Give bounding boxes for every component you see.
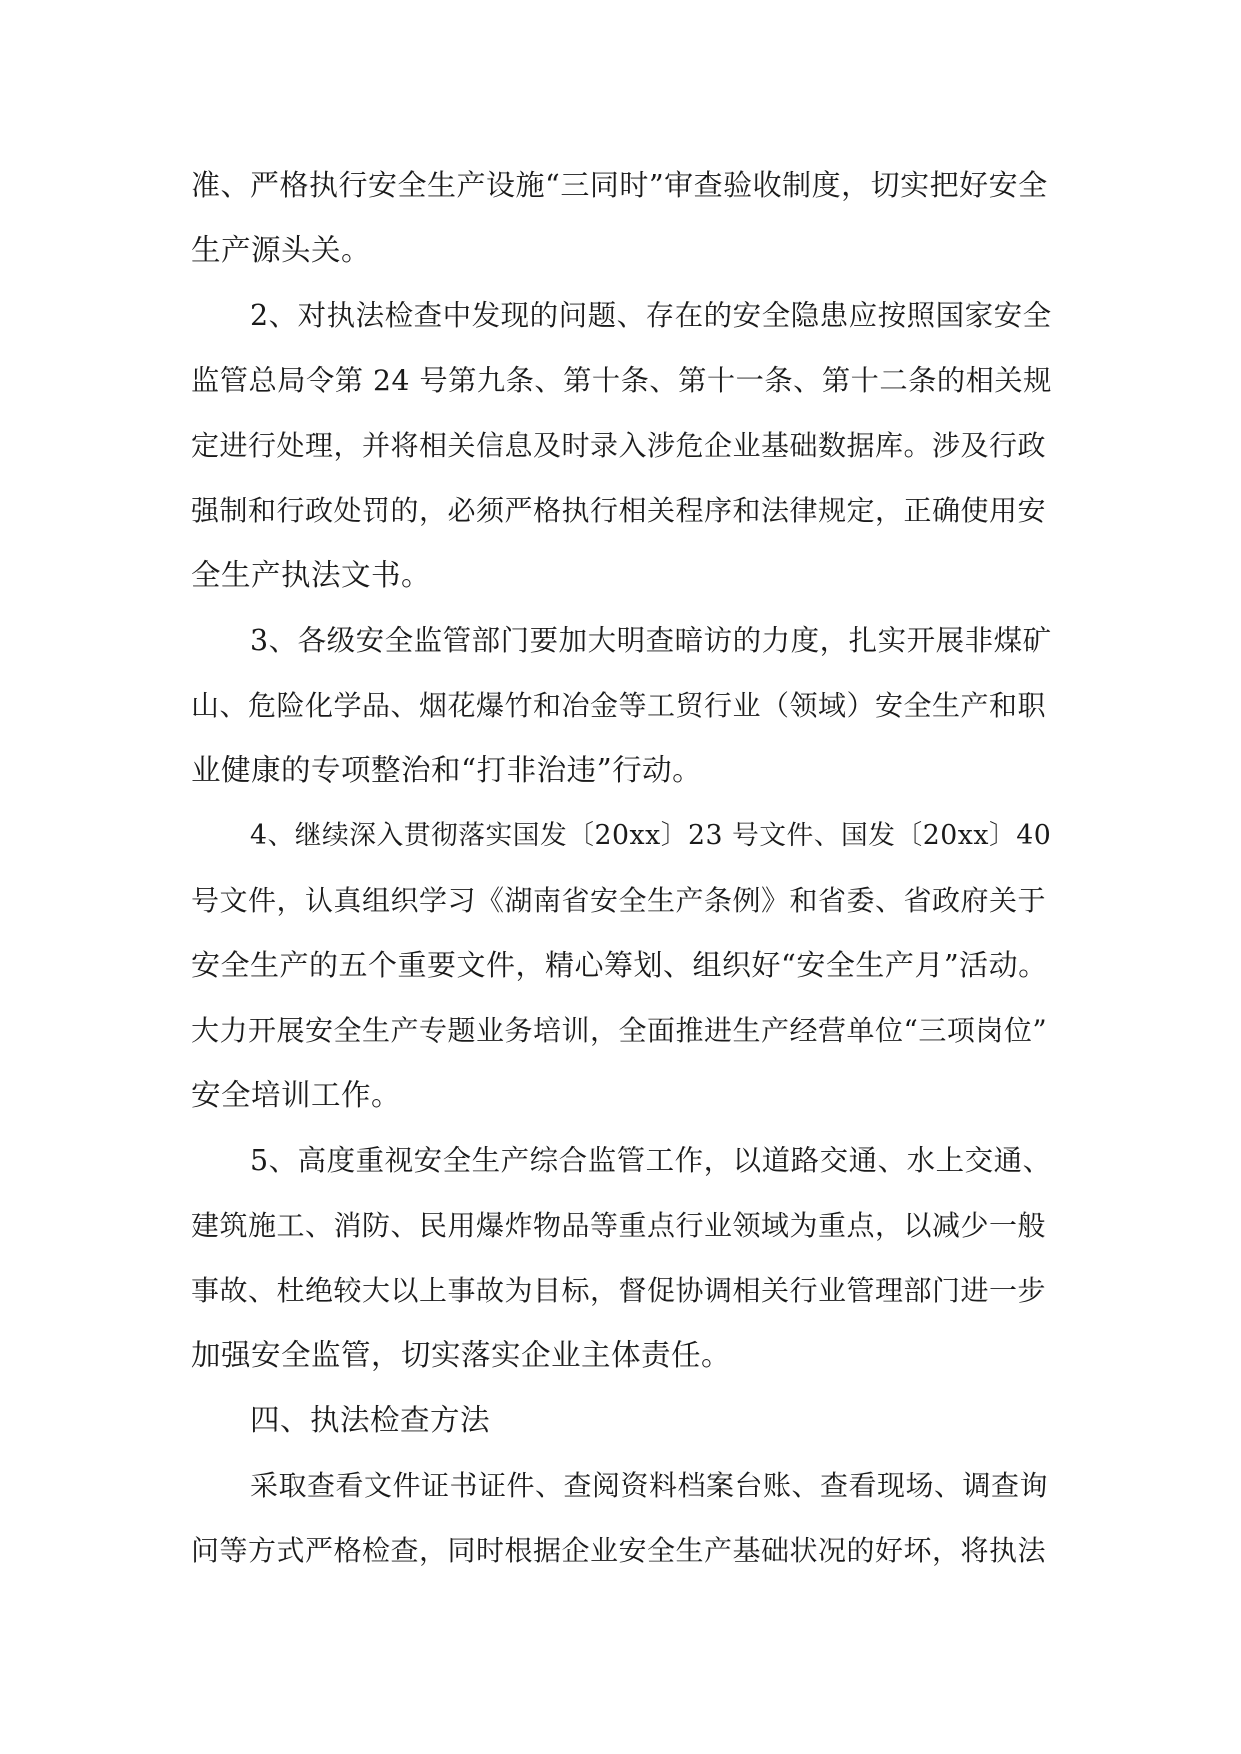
text-line: 4、继续深入贯彻落实国发〔20xx〕23 号文件、国发〔20xx〕40 — [250, 820, 1052, 851]
text-line: 建筑施工、消防、民用爆炸物品等重点行业领域为重点，以减少一般 — [191, 1209, 1047, 1242]
text-line: 2、对执法检查中发现的问题、存在的安全隐患应按照国家安全 — [250, 299, 1052, 332]
text-line: 业健康的专项整治和“打非治违”行动。 — [191, 753, 703, 787]
text-line: 安全培训工作。 — [191, 1078, 402, 1112]
text-line: 3、各级安全监管部门要加大明查暗访的力度，扎实开展非煤矿 — [250, 624, 1052, 657]
text-line: 加强安全监管，切实落实企业主体责任。 — [191, 1338, 732, 1372]
text-line: 5、高度重视安全生产综合监管工作，以道路交通、水上交通、 — [250, 1144, 1052, 1177]
text-line: 强制和行政处罚的，必须严格执行相关程序和法律规定，正确使用安 — [191, 494, 1047, 527]
document-body — [191, 153, 1053, 1583]
text-line: 监管总局令第 24 号第九条、第十条、第十一条、第十二条的相关规 — [191, 364, 1052, 397]
text-line: 准、严格执行安全生产设施“三同时”审查验收制度，切实把好安全 — [191, 168, 1048, 202]
text-line: 大力开展安全生产专题业务培训，全面推进生产经营单位“三项岗位” — [191, 1014, 1048, 1047]
text-line: 山、危险化学品、烟花爆竹和冶金等工贸行业（领域）安全生产和职 — [191, 689, 1047, 722]
text-line: 四、执法检查方法 — [250, 1403, 491, 1437]
text-line: 定进行处理，并将相关信息及时录入涉危企业基础数据库。涉及行政 — [191, 429, 1047, 462]
text-line: 问等方式严格检查，同时根据企业安全生产基础状况的好坏，将执法 — [191, 1534, 1047, 1567]
text-line: 采取查看文件证书证件、查阅资料档案台账、查看现场、调查询 — [250, 1469, 1049, 1502]
text-line: 号文件，认真组织学习《湖南省安全生产条例》和省委、省政府关于 — [191, 884, 1047, 917]
text-line: 生产源头关。 — [191, 233, 372, 267]
text-line: 事故、杜绝较大以上事故为目标，督促协调相关行业管理部门进一步 — [191, 1274, 1047, 1307]
text-line: 全生产执法文书。 — [191, 558, 432, 592]
text-line: 安全生产的五个重要文件，精心筹划、组织好“安全生产月”活动。 — [191, 948, 1048, 982]
